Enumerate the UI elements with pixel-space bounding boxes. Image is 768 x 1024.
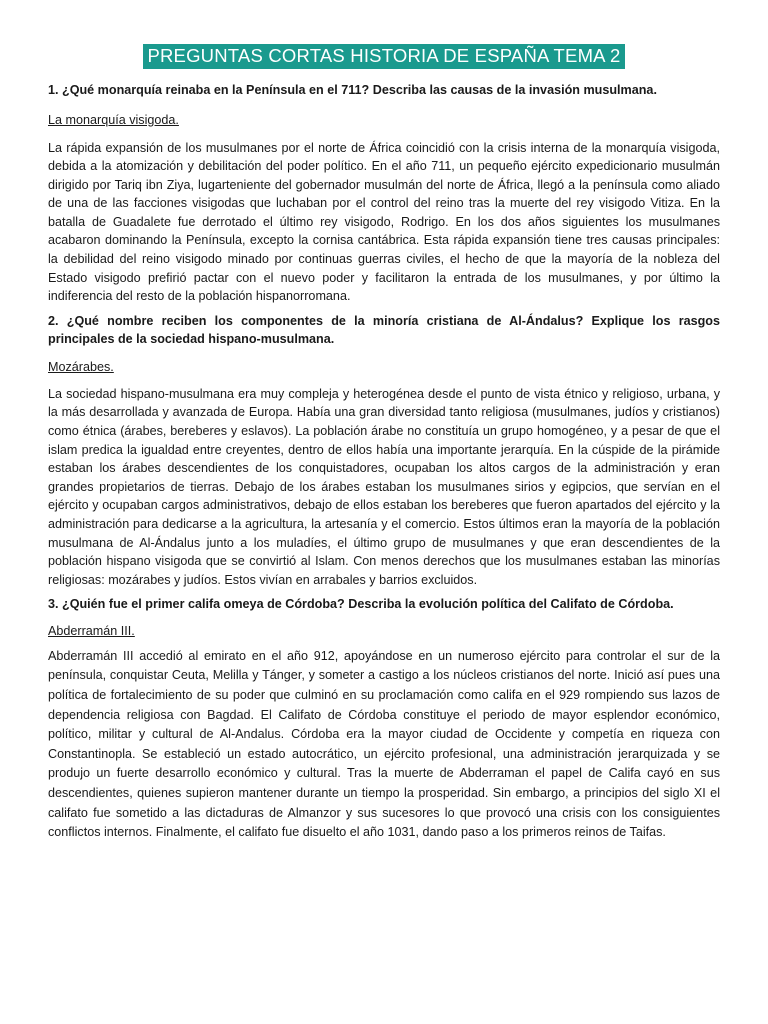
answer-1: La monarquía visigoda. (48, 112, 179, 127)
document-title: PREGUNTAS CORTAS HISTORIA DE ESPAÑA TEMA 2 (143, 44, 624, 69)
question-3: 3. ¿Quién fue el primer califa omeya de Córdoba? Describa la evolución política del Califato de Córdoba. (48, 597, 674, 612)
paragraph-3: Abderramán III accedió al emirato en el año 912, apoyándose en un numeroso ejército para controlar el sur de la península, conquistar Ceuta, Melilla y Tánger, y someter a castigo a los núcleos cristianos del norte. Inició así pues una política de fortalecimiento de su poder que culminó en su proclamación como califa en el 929 rompiendo sus lazos de dependencia religiosa con Bagdad. El Califato de Córdoba constituye el periodo de mayor esplendor económico, político, militar y cultural de Al-Andalus. Córdoba era la mayor ciudad de Occidente y competía en riqueza con Constantinopla. Se estableció un estado autocrático, un ejército profesional, una administración jerarquizada y se produjo un fuerte desarrollo económico y cultural. Tras la muerte de Abderraman el papel de Califa cayó en sus descendientes, quienes supieron mantener durante un tiempo la prosperidad. Sin embargo, a principios del siglo XI el califato fue sometido a las dictaduras de Almanzor y sus sucesores lo que provocó una crisis con los consiguientes conflictos internos. Finalmente, el califato fue disuelto el año 1031, dando paso a los primeros reinos de Taifas. (48, 648, 720, 840)
question-1: 1. ¿Qué monarquía reinaba en la Península en el 711? Describa las causas de la invasión musulmana. (48, 83, 657, 97)
title-container (48, 0, 720, 69)
paragraph-2: La sociedad hispano-musulmana era muy compleja y heterogénea desde el punto de vista étnico y religioso, urbana, y la más desarrollada y avanzada de Europa. Había una gran diversidad tanto religiosa (musulmanes, judíos y cristianos) como étnica (árabes, bereberes y eslavos). La población árabe no constituía un grupo homogéneo, y a pesar de que el islam predica la igualdad entre creyentes, dentro de ellos había una importante jerarquía. En la cúspide de la pirámide estaban los árabes descendientes de los conquistadores, ocupaban los altos cargos de la administración y eran grandes propietarios de tierras. Debajo de los árabes estaban los musulmanes sirios y egipcios, que servían en el ejército y ocupaban cargos administrativos, debajo de ellos estaban los bereberes que fueron apartados del ejército y la administración para dedicarse a la agricultura, la artesanía y el comercio. Estos últimos eran la mayoría de la población musulmana de Al-Ándalus junto a los muladíes, el último grupo de musulmanes y que eran descendientes de la población hispano visigoda que se convirtió al Islam. Con menos derechos que los musulmanes estaban las minorías religiosas: mozárabes y judíos. Estos vivían en arrabales y barrios excluidos. (48, 386, 720, 587)
paragraph-1: La rápida expansión de los musulmanes por el norte de África coincidió con la crisis interna de la monarquía visigoda, debida a la atomización y debilitación del poder político. En el año 711, un pequeño ejército expedicionario musulmán dirigido por Tariq ibn Ziya, lugarteniente del gobernador musulmán del norte de África, llegó a la península como aliado de una de las facciones visigodas que luchaban por el control del reino tras la muerte del rey visigodo Vitiza. En la batalla de Guadalete fue derrotado el último rey visigodo, Rodrigo. En los dos años siguientes los musulmanes acabaron dominando la Península, excepto la cornisa cantábrica. Esta rápida expansión tiene tres causas principales: la debilidad del reino visigodo minado por continuas guerras civiles, el hecho de que la mayoría de la nobleza del Estado visigodo prefirió pactar con el nuevo poder y facilitaron la entrada de los musulmanes, y por último la indiferencia del resto de la población hispanorromana. (48, 140, 720, 304)
answer-2: Mozárabes. (48, 359, 114, 374)
answer-3: Abderramán III. (48, 623, 135, 638)
question-2: 2. ¿Qué nombre reciben los componentes de la minoría cristiana de Al-Ándalus? Explique los rasgos principales de la sociedad hispano-musulmana. (48, 313, 720, 347)
